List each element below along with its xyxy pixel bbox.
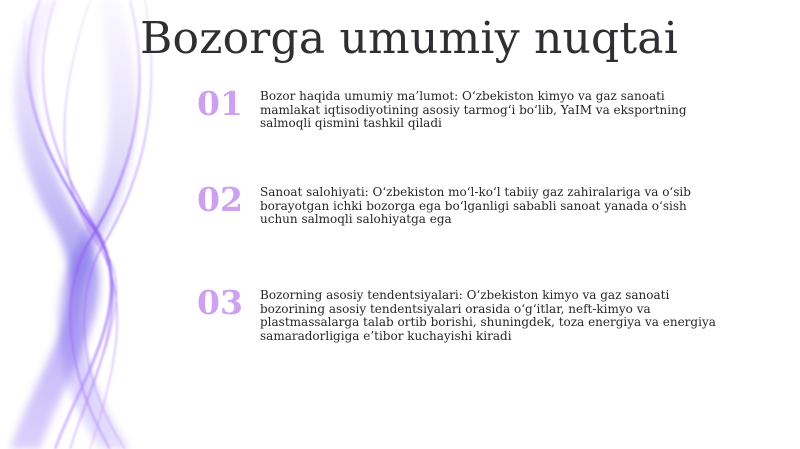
item-number: 03	[197, 283, 243, 322]
slide-title: Bozorga umumiy nuqtai	[140, 13, 678, 64]
overview-item-1	[197, 84, 737, 131]
item-text: Bozor haqida umumiy ma’lumot: O‘zbekiston kimyo va gaz sanoati mamlakat iqtisodiyotining asosiy tarmog‘i bo‘lib, YaIM va eksportning salmoqli qismini tashkil qiladi	[260, 89, 687, 130]
item-number: 01	[197, 84, 243, 123]
item-text: Bozorning asosiy tendentsiyalari: O‘zbekiston kimyo va gaz sanoati bozorining asosiy tendentsiyalari orasida o‘g‘itlar, neft-kimyo va plastmassalarga talab ortib borishi, shuningdek, toza energiya va energiya samaradorligiga e’tibor kuchayishi kiradi	[260, 288, 716, 343]
item-text: Sanoat salohiyati: O‘zbekiston mo‘l-ko‘l tabiiy gaz zahiralariga va o‘sib borayotgan ichki bozorga ega bo‘lganligi sababli sanoat yanada o‘sish uchun salmoqli salohiyatga ega	[260, 185, 691, 226]
overview-item-2	[197, 180, 737, 227]
item-number: 02	[197, 180, 243, 219]
overview-item-3	[197, 283, 737, 343]
